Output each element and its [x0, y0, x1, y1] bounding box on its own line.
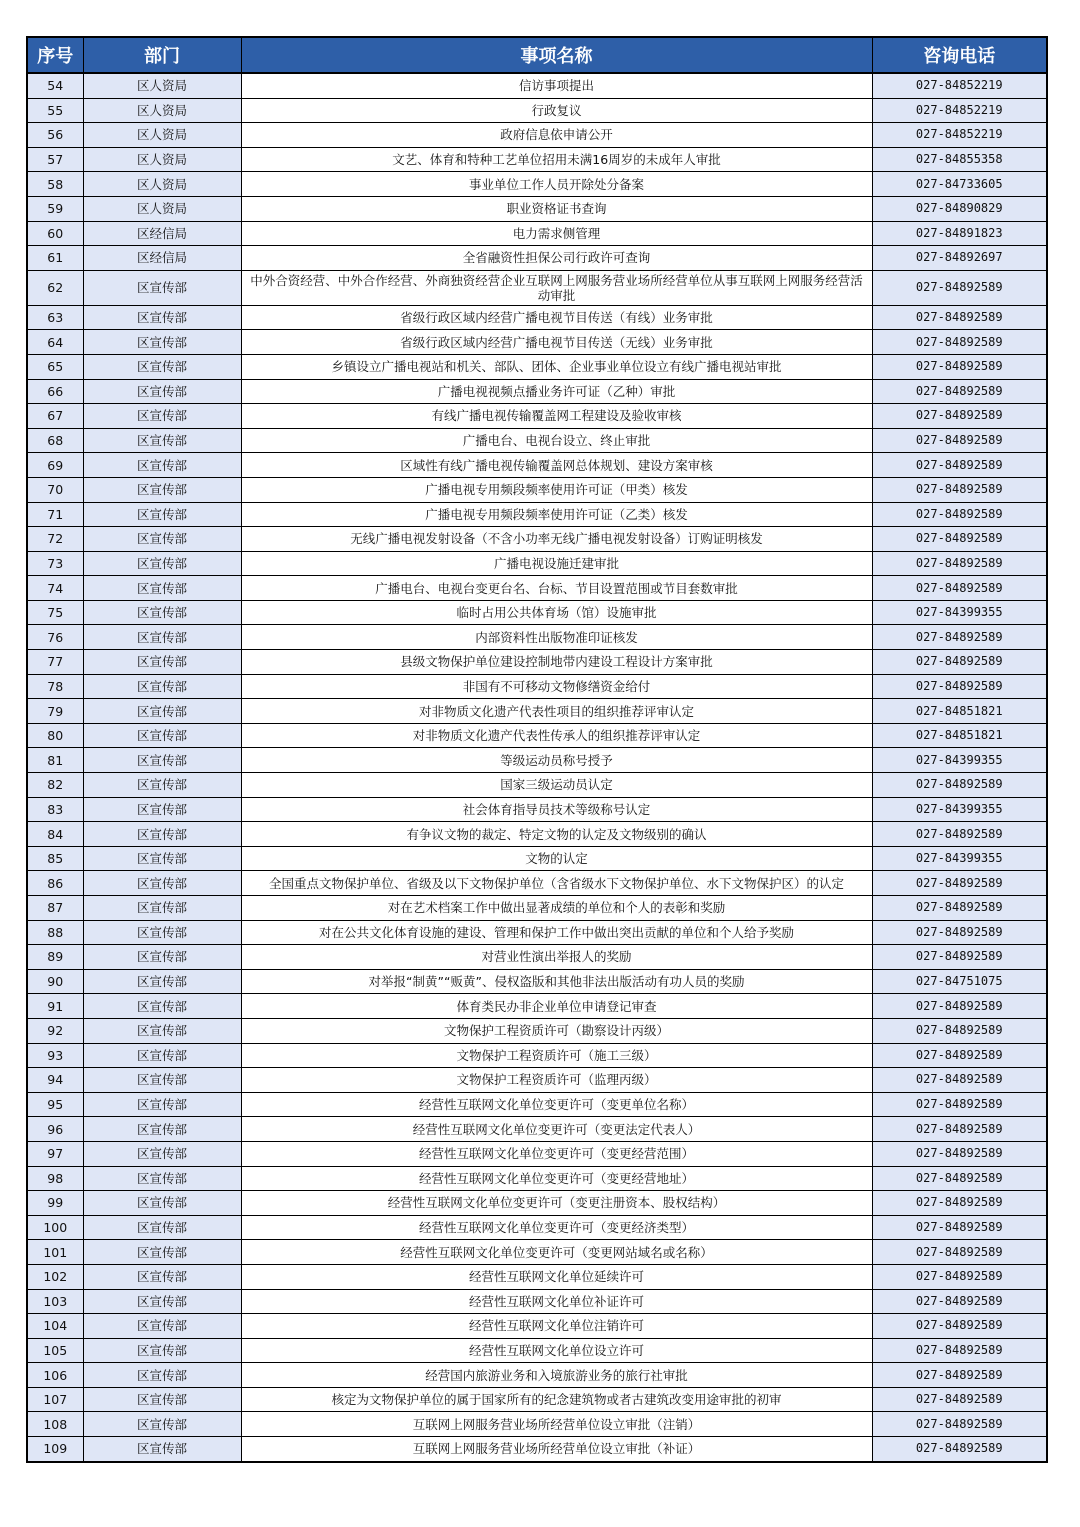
- row-item-name: 乡镇设立广播电视站和机关、部队、团体、企业事业单位设立有线广播电视站审批: [241, 354, 872, 379]
- row-phone: 027-84733605: [872, 172, 1047, 197]
- row-item-name: 电力需求侧管理: [241, 221, 872, 246]
- row-department: 区宣传部: [83, 600, 241, 625]
- table-row: [27, 428, 1047, 453]
- row-department: 区人资局: [83, 196, 241, 221]
- row-item-name: 经营性互联网文化单位变更许可（变更法定代表人）: [241, 1117, 872, 1142]
- row-serial-number: 102: [27, 1264, 83, 1289]
- row-item-name: 有线广播电视传输覆盖网工程建设及验收审核: [241, 404, 872, 429]
- row-serial-number: 74: [27, 576, 83, 601]
- row-serial-number: 86: [27, 871, 83, 896]
- row-department: 区宣传部: [83, 1166, 241, 1191]
- row-item-name: 经营性互联网文化单位变更许可（变更单位名称）: [241, 1092, 872, 1117]
- row-serial-number: 107: [27, 1387, 83, 1412]
- table-row: [27, 551, 1047, 576]
- table-row: [27, 1068, 1047, 1093]
- row-department: 区经信局: [83, 221, 241, 246]
- row-phone: 027-84892589: [872, 1092, 1047, 1117]
- row-item-name: 经营国内旅游业务和入境旅游业务的旅行社审批: [241, 1363, 872, 1388]
- table-row: [27, 1018, 1047, 1043]
- row-serial-number: 67: [27, 404, 83, 429]
- row-phone: 027-84892589: [872, 1068, 1047, 1093]
- row-item-name: 政府信息依申请公开: [241, 123, 872, 148]
- row-item-name: 有争议文物的裁定、特定文物的认定及文物级别的确认: [241, 822, 872, 847]
- row-department: 区宣传部: [83, 723, 241, 748]
- row-item-name: 文物保护工程资质许可（监理丙级）: [241, 1068, 872, 1093]
- row-item-name: 文物保护工程资质许可（勘察设计丙级）: [241, 1018, 872, 1043]
- row-department: 区宣传部: [83, 1092, 241, 1117]
- row-phone: 027-84892589: [872, 1141, 1047, 1166]
- row-item-name: 社会体育指导员技术等级称号认定: [241, 797, 872, 822]
- row-serial-number: 66: [27, 379, 83, 404]
- row-serial-number: 55: [27, 98, 83, 123]
- row-department: 区宣传部: [83, 1264, 241, 1289]
- row-serial-number: 68: [27, 428, 83, 453]
- table-row: [27, 773, 1047, 798]
- row-serial-number: 83: [27, 797, 83, 822]
- row-department: 区宣传部: [83, 379, 241, 404]
- table-row: [27, 920, 1047, 945]
- row-serial-number: 84: [27, 822, 83, 847]
- row-department: 区宣传部: [83, 1289, 241, 1314]
- table-row: [27, 600, 1047, 625]
- table-row: [27, 379, 1047, 404]
- row-item-name: 广播电台、电视台设立、终止审批: [241, 428, 872, 453]
- row-phone: 027-84892589: [872, 896, 1047, 921]
- row-department: 区宣传部: [83, 1240, 241, 1265]
- row-serial-number: 80: [27, 723, 83, 748]
- row-department: 区宣传部: [83, 896, 241, 921]
- table-header: [27, 37, 1047, 73]
- row-serial-number: 65: [27, 354, 83, 379]
- row-phone: 027-84892589: [872, 871, 1047, 896]
- row-serial-number: 69: [27, 453, 83, 478]
- row-item-name: 全国重点文物保护单位、省级及以下文物保护单位（含省级水下文物保护单位、水下文物保护区）的认定: [241, 871, 872, 896]
- header-row: [27, 37, 1047, 73]
- row-department: 区宣传部: [83, 674, 241, 699]
- table-row: [27, 1191, 1047, 1216]
- row-phone: 027-84892589: [872, 477, 1047, 502]
- row-serial-number: 60: [27, 221, 83, 246]
- row-department: 区宣传部: [83, 1043, 241, 1068]
- row-item-name: 互联网上网服务营业场所经营单位设立审批（补证）: [241, 1437, 872, 1462]
- table-row: [27, 674, 1047, 699]
- row-serial-number: 59: [27, 196, 83, 221]
- table-row: [27, 527, 1047, 552]
- table-row: [27, 305, 1047, 330]
- row-department: 区人资局: [83, 98, 241, 123]
- row-phone: 027-84892589: [872, 428, 1047, 453]
- row-department: 区宣传部: [83, 354, 241, 379]
- row-department: 区宣传部: [83, 404, 241, 429]
- row-serial-number: 95: [27, 1092, 83, 1117]
- table-row: [27, 1363, 1047, 1388]
- table-row: [27, 1437, 1047, 1462]
- row-serial-number: 87: [27, 896, 83, 921]
- row-department: 区宣传部: [83, 1314, 241, 1339]
- row-department: 区人资局: [83, 172, 241, 197]
- table-row: [27, 748, 1047, 773]
- row-item-name: 经营性互联网文化单位变更许可（变更经营范围）: [241, 1141, 872, 1166]
- row-phone: 027-84399355: [872, 846, 1047, 871]
- table-row: [27, 797, 1047, 822]
- table-row: [27, 945, 1047, 970]
- row-phone: 027-84892589: [872, 404, 1047, 429]
- row-item-name: 省级行政区域内经营广播电视节目传送（有线）业务审批: [241, 305, 872, 330]
- row-department: 区宣传部: [83, 1363, 241, 1388]
- row-phone: 027-84892589: [872, 379, 1047, 404]
- table-row: [27, 1215, 1047, 1240]
- row-item-name: 对在艺术档案工作中做出显著成绩的单位和个人的表彰和奖励: [241, 896, 872, 921]
- row-serial-number: 73: [27, 551, 83, 576]
- row-phone: 027-84892589: [872, 270, 1047, 305]
- row-item-name: 中外合资经营、中外合作经营、外商独资经营企业互联网上网服务营业场所经营单位从事互联网上网服务经营活动审批: [241, 270, 872, 305]
- row-item-name: 互联网上网服务营业场所经营单位设立审批（注销）: [241, 1412, 872, 1437]
- service-items-table: [26, 36, 1048, 1463]
- row-serial-number: 105: [27, 1338, 83, 1363]
- table-row: [27, 1314, 1047, 1339]
- row-phone: 027-84892589: [872, 1191, 1047, 1216]
- row-department: 区宣传部: [83, 502, 241, 527]
- row-item-name: 对非物质文化遗产代表性传承人的组织推荐评审认定: [241, 723, 872, 748]
- row-serial-number: 58: [27, 172, 83, 197]
- row-phone: 027-84892697: [872, 246, 1047, 271]
- row-serial-number: 78: [27, 674, 83, 699]
- row-phone: 027-84892589: [872, 453, 1047, 478]
- row-serial-number: 103: [27, 1289, 83, 1314]
- row-item-name: 文物的认定: [241, 846, 872, 871]
- row-item-name: 内部资料性出版物准印证核发: [241, 625, 872, 650]
- row-phone: 027-84892589: [872, 822, 1047, 847]
- row-serial-number: 90: [27, 969, 83, 994]
- row-serial-number: 75: [27, 600, 83, 625]
- row-item-name: 区域性有线广播电视传输覆盖网总体规划、建设方案审核: [241, 453, 872, 478]
- row-serial-number: 108: [27, 1412, 83, 1437]
- row-item-name: 体育类民办非企业单位申请登记审查: [241, 994, 872, 1019]
- row-serial-number: 104: [27, 1314, 83, 1339]
- row-serial-number: 94: [27, 1068, 83, 1093]
- table-row: [27, 172, 1047, 197]
- row-department: 区宣传部: [83, 305, 241, 330]
- table-row: [27, 1264, 1047, 1289]
- row-department: 区宣传部: [83, 1191, 241, 1216]
- row-item-name: 临时占用公共体育场（馆）设施审批: [241, 600, 872, 625]
- row-serial-number: 54: [27, 73, 83, 98]
- row-department: 区宣传部: [83, 576, 241, 601]
- row-department: 区宣传部: [83, 1117, 241, 1142]
- row-phone: 027-84399355: [872, 600, 1047, 625]
- row-serial-number: 77: [27, 650, 83, 675]
- row-item-name: 国家三级运动员认定: [241, 773, 872, 798]
- table-row: [27, 822, 1047, 847]
- row-phone: 027-84892589: [872, 1412, 1047, 1437]
- row-serial-number: 93: [27, 1043, 83, 1068]
- row-serial-number: 64: [27, 330, 83, 355]
- row-item-name: 信访事项提出: [241, 73, 872, 98]
- row-item-name: 县级文物保护单位建设控制地带内建设工程设计方案审批: [241, 650, 872, 675]
- row-item-name: 经营性互联网文化单位延续许可: [241, 1264, 872, 1289]
- row-serial-number: 81: [27, 748, 83, 773]
- row-serial-number: 72: [27, 527, 83, 552]
- table-row: [27, 871, 1047, 896]
- table-row: [27, 98, 1047, 123]
- row-phone: 027-84892589: [872, 551, 1047, 576]
- row-department: 区人资局: [83, 123, 241, 148]
- table-row: [27, 477, 1047, 502]
- row-item-name: 经营性互联网文化单位补证许可: [241, 1289, 872, 1314]
- table-row: [27, 1289, 1047, 1314]
- table-row: [27, 270, 1047, 305]
- row-item-name: 经营性互联网文化单位变更许可（变更经营地址）: [241, 1166, 872, 1191]
- row-phone: 027-84892589: [872, 1338, 1047, 1363]
- row-item-name: 文物保护工程资质许可（施工三级）: [241, 1043, 872, 1068]
- table-row: [27, 699, 1047, 724]
- table-row: [27, 650, 1047, 675]
- row-phone: 027-84892589: [872, 1018, 1047, 1043]
- row-serial-number: 62: [27, 270, 83, 305]
- row-phone: 027-84892589: [872, 1314, 1047, 1339]
- row-department: 区宣传部: [83, 1387, 241, 1412]
- row-item-name: 无线广播电视发射设备（不含小功率无线广播电视发射设备）订购证明核发: [241, 527, 872, 552]
- row-department: 区宣传部: [83, 945, 241, 970]
- row-department: 区人资局: [83, 73, 241, 98]
- table-row: [27, 1338, 1047, 1363]
- header-item-name: 事项名称: [241, 37, 872, 73]
- row-item-name: 广播电视视频点播业务许可证（乙种）审批: [241, 379, 872, 404]
- row-phone: 027-84892589: [872, 945, 1047, 970]
- row-serial-number: 70: [27, 477, 83, 502]
- row-item-name: 对举报“制黄”“贩黄”、侵权盗版和其他非法出版活动有功人员的奖励: [241, 969, 872, 994]
- row-serial-number: 85: [27, 846, 83, 871]
- row-phone: 027-84892589: [872, 1117, 1047, 1142]
- row-serial-number: 79: [27, 699, 83, 724]
- row-item-name: 经营性互联网文化单位注销许可: [241, 1314, 872, 1339]
- row-phone: 027-84892589: [872, 305, 1047, 330]
- row-phone: 027-84892589: [872, 994, 1047, 1019]
- row-item-name: 广播电视专用频段频率使用许可证（甲类）核发: [241, 477, 872, 502]
- row-phone: 027-84892589: [872, 650, 1047, 675]
- row-department: 区宣传部: [83, 1141, 241, 1166]
- row-serial-number: 106: [27, 1363, 83, 1388]
- row-department: 区宣传部: [83, 1437, 241, 1462]
- row-phone: 027-84852219: [872, 123, 1047, 148]
- row-phone: 027-84892589: [872, 674, 1047, 699]
- row-item-name: 经营性互联网文化单位设立许可: [241, 1338, 872, 1363]
- row-phone: 027-84751075: [872, 969, 1047, 994]
- row-department: 区宣传部: [83, 773, 241, 798]
- header-phone: 咨询电话: [872, 37, 1047, 73]
- row-phone: 027-84892589: [872, 1387, 1047, 1412]
- row-phone: 027-84892589: [872, 354, 1047, 379]
- row-serial-number: 71: [27, 502, 83, 527]
- row-item-name: 职业资格证书查询: [241, 196, 872, 221]
- row-item-name: 事业单位工作人员开除处分备案: [241, 172, 872, 197]
- row-department: 区宣传部: [83, 1215, 241, 1240]
- row-serial-number: 56: [27, 123, 83, 148]
- table-body: [27, 73, 1047, 1462]
- row-phone: 027-84892589: [872, 330, 1047, 355]
- row-phone: 027-84892589: [872, 773, 1047, 798]
- table-row: [27, 896, 1047, 921]
- table-row: [27, 576, 1047, 601]
- table-row: [27, 846, 1047, 871]
- row-department: 区宣传部: [83, 330, 241, 355]
- row-item-name: 核定为文物保护单位的属于国家所有的纪念建筑物或者古建筑改变用途审批的初审: [241, 1387, 872, 1412]
- row-phone: 027-84892589: [872, 1289, 1047, 1314]
- table-row: [27, 502, 1047, 527]
- row-department: 区宣传部: [83, 650, 241, 675]
- table-row: [27, 1240, 1047, 1265]
- row-department: 区宣传部: [83, 1018, 241, 1043]
- row-item-name: 对营业性演出举报人的奖励: [241, 945, 872, 970]
- row-phone: 027-84399355: [872, 748, 1047, 773]
- row-item-name: 非国有不可移动文物修缮资金给付: [241, 674, 872, 699]
- row-phone: 027-84892589: [872, 527, 1047, 552]
- row-serial-number: 92: [27, 1018, 83, 1043]
- table-row: [27, 404, 1047, 429]
- row-department: 区宣传部: [83, 625, 241, 650]
- row-phone: 027-84892589: [872, 1215, 1047, 1240]
- row-department: 区宣传部: [83, 994, 241, 1019]
- table-row: [27, 354, 1047, 379]
- row-phone: 027-84852219: [872, 73, 1047, 98]
- row-item-name: 行政复议: [241, 98, 872, 123]
- table-row: [27, 1043, 1047, 1068]
- row-item-name: 对在公共文化体育设施的建设、管理和保护工作中做出突出贡献的单位和个人给予奖励: [241, 920, 872, 945]
- table-row: [27, 994, 1047, 1019]
- row-department: 区宣传部: [83, 969, 241, 994]
- row-item-name: 全省融资性担保公司行政许可查询: [241, 246, 872, 271]
- table-row: [27, 147, 1047, 172]
- table-row: [27, 246, 1047, 271]
- row-phone: 027-84892589: [872, 1043, 1047, 1068]
- row-department: 区宣传部: [83, 270, 241, 305]
- row-department: 区宣传部: [83, 477, 241, 502]
- row-phone: 027-84851821: [872, 723, 1047, 748]
- row-department: 区宣传部: [83, 551, 241, 576]
- row-department: 区宣传部: [83, 846, 241, 871]
- row-phone: 027-84852219: [872, 98, 1047, 123]
- row-phone: 027-84892589: [872, 502, 1047, 527]
- row-item-name: 广播电台、电视台变更台名、台标、节目设置范围或节目套数审批: [241, 576, 872, 601]
- table-row: [27, 625, 1047, 650]
- row-item-name: 等级运动员称号授予: [241, 748, 872, 773]
- service-table-container: [26, 36, 1046, 1463]
- row-item-name: 省级行政区域内经营广播电视节目传送（无线）业务审批: [241, 330, 872, 355]
- row-serial-number: 57: [27, 147, 83, 172]
- table-row: [27, 1117, 1047, 1142]
- row-department: 区宣传部: [83, 428, 241, 453]
- row-serial-number: 98: [27, 1166, 83, 1191]
- row-serial-number: 89: [27, 945, 83, 970]
- table-row: [27, 1166, 1047, 1191]
- table-row: [27, 330, 1047, 355]
- table-row: [27, 453, 1047, 478]
- row-phone: 027-84892589: [872, 625, 1047, 650]
- row-department: 区宣传部: [83, 453, 241, 478]
- table-row: [27, 123, 1047, 148]
- row-serial-number: 91: [27, 994, 83, 1019]
- row-phone: 027-84892589: [872, 1264, 1047, 1289]
- row-phone: 027-84855358: [872, 147, 1047, 172]
- row-department: 区人资局: [83, 147, 241, 172]
- table-row: [27, 221, 1047, 246]
- row-serial-number: 63: [27, 305, 83, 330]
- row-phone: 027-84891823: [872, 221, 1047, 246]
- row-department: 区经信局: [83, 246, 241, 271]
- table-row: [27, 1387, 1047, 1412]
- row-serial-number: 109: [27, 1437, 83, 1462]
- row-department: 区宣传部: [83, 527, 241, 552]
- row-phone: 027-84892589: [872, 1437, 1047, 1462]
- row-item-name: 经营性互联网文化单位变更许可（变更经济类型）: [241, 1215, 872, 1240]
- row-serial-number: 100: [27, 1215, 83, 1240]
- row-department: 区宣传部: [83, 699, 241, 724]
- row-department: 区宣传部: [83, 871, 241, 896]
- row-phone: 027-84892589: [872, 1166, 1047, 1191]
- row-item-name: 经营性互联网文化单位变更许可（变更注册资本、股权结构）: [241, 1191, 872, 1216]
- row-phone: 027-84892589: [872, 1240, 1047, 1265]
- header-department: 部门: [83, 37, 241, 73]
- row-serial-number: 99: [27, 1191, 83, 1216]
- table-row: [27, 969, 1047, 994]
- row-department: 区宣传部: [83, 797, 241, 822]
- row-department: 区宣传部: [83, 748, 241, 773]
- table-row: [27, 1412, 1047, 1437]
- row-item-name: 经营性互联网文化单位变更许可（变更网站域名或名称）: [241, 1240, 872, 1265]
- table-row: [27, 1092, 1047, 1117]
- row-serial-number: 97: [27, 1141, 83, 1166]
- row-serial-number: 82: [27, 773, 83, 798]
- row-serial-number: 96: [27, 1117, 83, 1142]
- table-row: [27, 1141, 1047, 1166]
- row-serial-number: 61: [27, 246, 83, 271]
- row-department: 区宣传部: [83, 1412, 241, 1437]
- row-phone: 027-84892589: [872, 920, 1047, 945]
- table-row: [27, 196, 1047, 221]
- row-phone: 027-84892589: [872, 576, 1047, 601]
- row-item-name: 对非物质文化遗产代表性项目的组织推荐评审认定: [241, 699, 872, 724]
- row-serial-number: 76: [27, 625, 83, 650]
- row-serial-number: 101: [27, 1240, 83, 1265]
- table-row: [27, 723, 1047, 748]
- row-item-name: 广播电视设施迁建审批: [241, 551, 872, 576]
- row-phone: 027-84892589: [872, 1363, 1047, 1388]
- row-department: 区宣传部: [83, 1068, 241, 1093]
- row-phone: 027-84851821: [872, 699, 1047, 724]
- row-phone: 027-84890829: [872, 196, 1047, 221]
- row-department: 区宣传部: [83, 822, 241, 847]
- row-item-name: 文艺、体育和特种工艺单位招用未满16周岁的未成年人审批: [241, 147, 872, 172]
- row-department: 区宣传部: [83, 920, 241, 945]
- row-item-name: 广播电视专用频段频率使用许可证（乙类）核发: [241, 502, 872, 527]
- header-serial-number: 序号: [27, 37, 83, 73]
- row-serial-number: 88: [27, 920, 83, 945]
- row-department: 区宣传部: [83, 1338, 241, 1363]
- row-phone: 027-84399355: [872, 797, 1047, 822]
- table-row: [27, 73, 1047, 98]
